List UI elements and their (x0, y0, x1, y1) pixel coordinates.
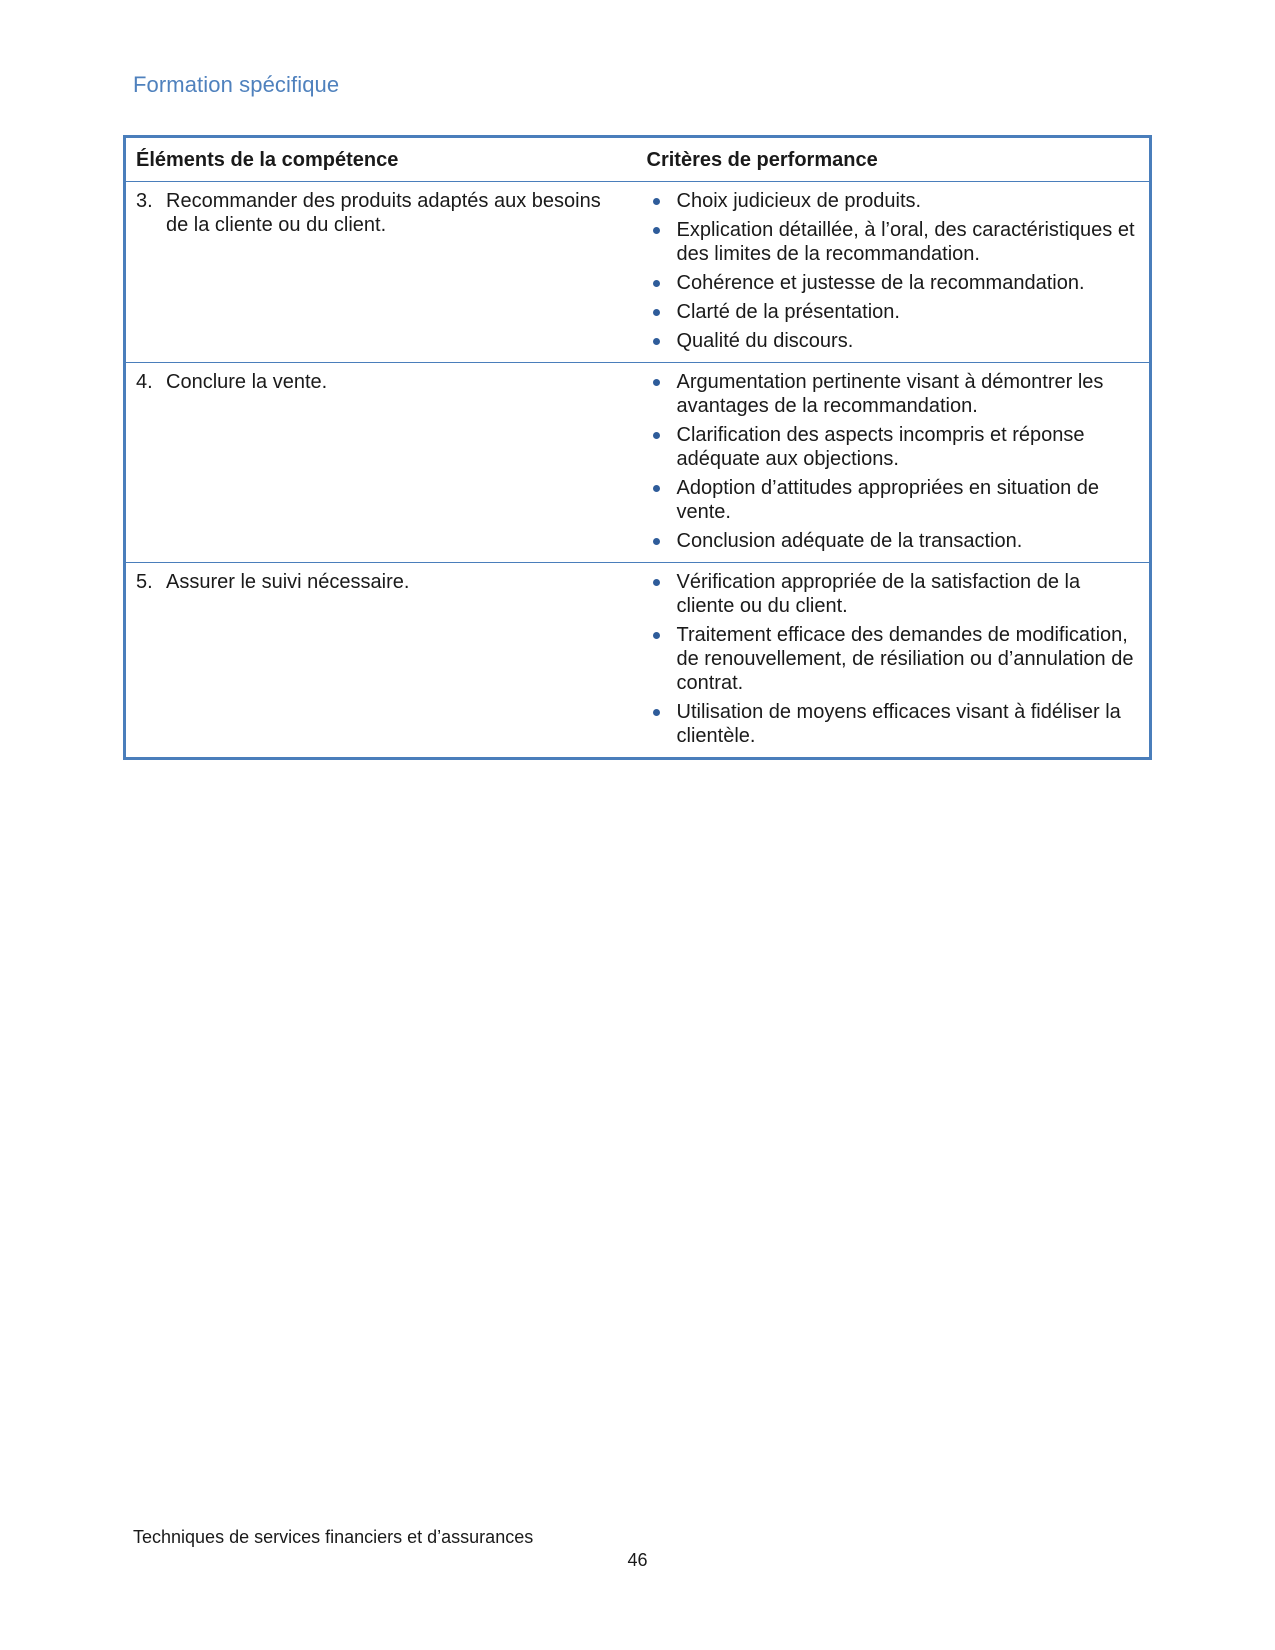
bullet-icon (647, 529, 677, 553)
criterion-text: Cohérence et justesse de la recommandation. (676, 272, 1085, 294)
element-number: 3. (136, 190, 153, 212)
competence-element (136, 370, 627, 394)
list-item (647, 476, 1140, 524)
page-number: 46 (627, 1550, 648, 1570)
page-title: Formation spécifique (133, 72, 340, 97)
list-item (647, 271, 1140, 295)
criterion-text: Clarté de la présentation. (676, 301, 900, 323)
bullet-icon (647, 570, 677, 618)
criteria-list (647, 189, 1140, 353)
element-number: 5. (136, 571, 153, 593)
element-cell (125, 182, 637, 363)
element-text: Assurer le suivi nécessaire. (166, 571, 410, 593)
bullet-icon (647, 370, 677, 418)
element-number: 4. (136, 371, 153, 393)
list-item (647, 300, 1140, 324)
list-item (647, 570, 1140, 618)
bullet-icon (647, 271, 677, 295)
table-row (125, 363, 1151, 563)
list-item (647, 218, 1140, 266)
bullet-icon (647, 218, 677, 266)
bullet-icon (647, 700, 677, 748)
criterion-text: Clarification des aspects incompris et réponse adéquate aux objections. (676, 424, 1085, 470)
criterion-text: Traitement efficace des demandes de modification, de renouvellement, de résiliation ou d’annulation de contrat. (676, 624, 1134, 694)
criterion-text: Argumentation pertinente visant à démontrer les avantages de la recommandation. (676, 371, 1104, 417)
table-row (125, 182, 1151, 363)
bullet-icon (647, 623, 677, 695)
bullet-icon (647, 300, 677, 324)
criteria-list (647, 370, 1140, 553)
criterion-text: Adoption d’attitudes appropriées en situation de vente. (676, 477, 1100, 523)
element-text: Conclure la vente. (166, 371, 328, 393)
criteria-cell (637, 563, 1151, 759)
criterion-text: Utilisation de moyens efficaces visant à fidéliser la clientèle. (676, 701, 1121, 747)
table-header-row (125, 137, 1151, 182)
criterion-text: Qualité du discours. (676, 330, 854, 352)
list-item (647, 529, 1140, 553)
list-item (647, 189, 1140, 213)
bullet-icon (647, 476, 677, 524)
column-header-elements: Éléments de la compétence (125, 137, 637, 182)
bullet-icon (647, 329, 677, 353)
criteria-list (647, 570, 1140, 748)
criterion-text: Choix judicieux de produits. (676, 190, 922, 212)
element-cell (125, 363, 637, 563)
list-item (647, 329, 1140, 353)
criteria-cell (637, 182, 1151, 363)
criterion-text: Conclusion adéquate de la transaction. (676, 530, 1023, 552)
competence-table (123, 135, 1152, 760)
element-cell (125, 563, 637, 759)
bullet-icon (647, 189, 677, 213)
element-text: Recommander des produits adaptés aux besoins de la cliente ou du client. (166, 190, 601, 236)
list-item (647, 423, 1140, 471)
list-item (647, 370, 1140, 418)
criterion-text: Explication détaillée, à l’oral, des caractéristiques et des limites de la recommandation. (676, 219, 1135, 265)
footer-program-name: Techniques de services financiers et d’assurances (133, 1527, 534, 1547)
competence-element (136, 189, 627, 237)
list-item (647, 700, 1140, 748)
criteria-cell (637, 363, 1151, 563)
table-row (125, 563, 1151, 759)
list-item (647, 623, 1140, 695)
competence-element (136, 570, 627, 594)
column-header-criteria: Critères de performance (637, 137, 1151, 182)
criterion-text: Vérification appropriée de la satisfaction de la cliente ou du client. (676, 571, 1081, 617)
bullet-icon (647, 423, 677, 471)
